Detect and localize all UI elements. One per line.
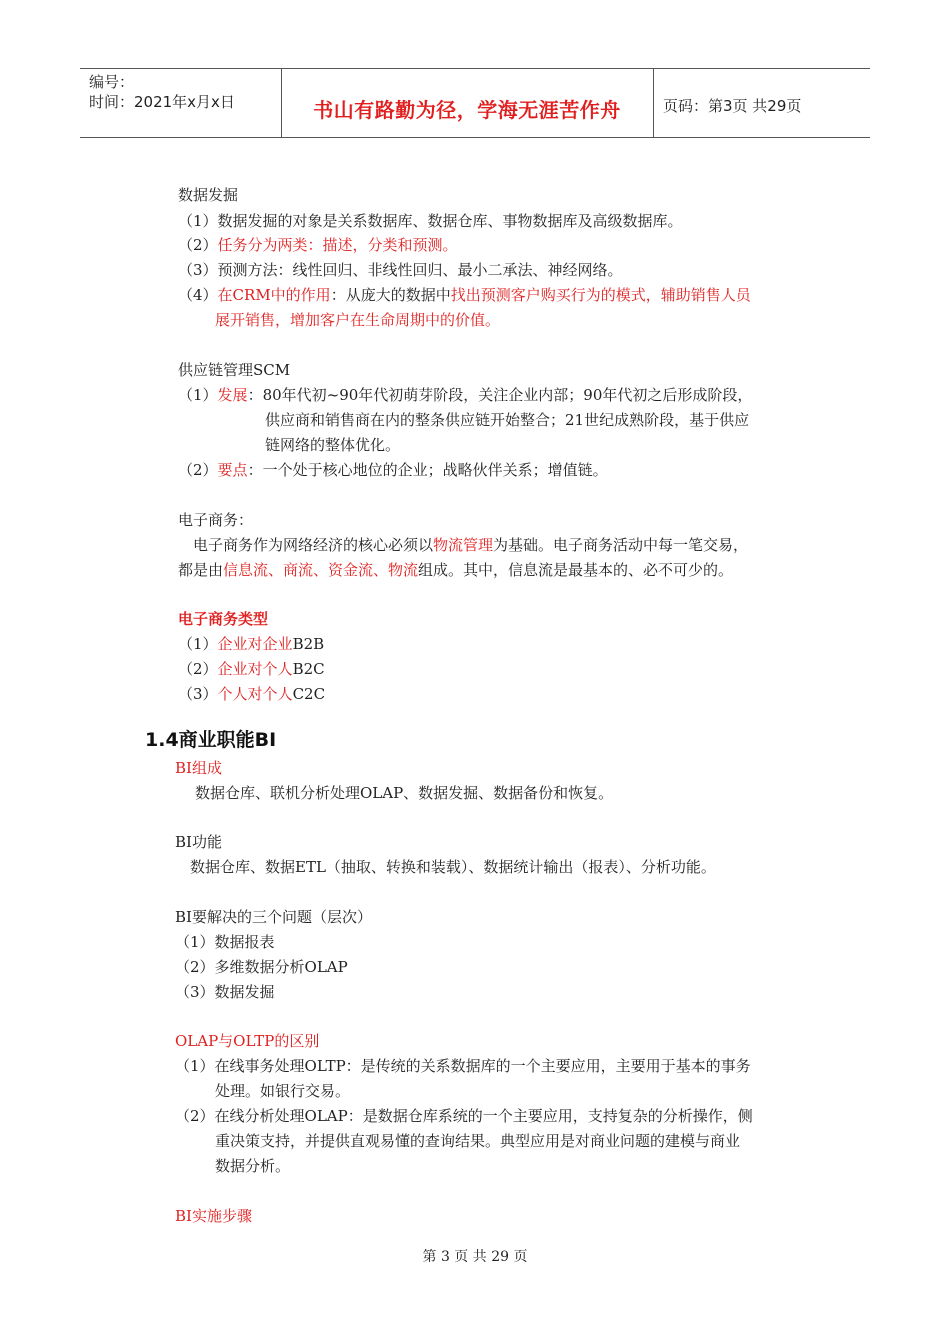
highlight-text: 发展 bbox=[217, 386, 248, 404]
bi-problem-3: （3）数据发掘 bbox=[175, 983, 275, 1001]
highlight-text: 个人对个人 bbox=[217, 685, 293, 703]
bi-problem-1: （1）数据报表 bbox=[175, 933, 275, 951]
ecommerce-paragraph-line-1 bbox=[193, 535, 748, 555]
body-text: 组成。其中，信息流是最基本的、必不可少的。 bbox=[418, 561, 734, 579]
body-text: 电子商务作为网络经济的核心必须以 bbox=[193, 536, 434, 554]
highlight-text: 任务分为两类：描述，分类和预测。 bbox=[217, 236, 458, 254]
scm-item-1-continuation-1: 供应商和销售商在内的整条供应链开始整合；21世纪成熟阶段，基于供应 bbox=[265, 411, 750, 429]
bi-function-text: 数据仓库、数据ETL（抽取、转换和装载）、数据统计输出（报表）、分析功能。 bbox=[190, 858, 716, 876]
bi-function-title: BI功能 bbox=[175, 833, 222, 851]
body-text: ：从庞大的数据中 bbox=[330, 286, 451, 304]
body-text: 为基础。电子商务活动中每一笔交易， bbox=[493, 536, 749, 554]
ecommerce-type-1 bbox=[178, 634, 324, 654]
bi-problem-2: （2）多维数据分析OLAP bbox=[175, 958, 348, 976]
body-text: ：一个处于核心地位的企业；战略伙伴关系；增值链。 bbox=[247, 461, 608, 479]
ecommerce-type-2 bbox=[178, 659, 325, 679]
bi-composition-text: 数据仓库、联机分析处理OLAP、数据发掘、数据备份和恢复。 bbox=[195, 784, 614, 802]
olap-oltp-title: OLAP与OLTP的区别 bbox=[175, 1032, 320, 1050]
ecommerce-title: 电子商务： bbox=[178, 511, 254, 529]
highlight-text: 企业对个人 bbox=[217, 660, 293, 678]
header-middle-cell bbox=[281, 69, 654, 137]
ecommerce-paragraph-line-2 bbox=[178, 560, 733, 580]
document-code-label: 编号： bbox=[89, 73, 135, 91]
data-mining-item-1: （1）数据发掘的对象是关系数据库、数据仓库、事物数据库及高级数据库。 bbox=[178, 212, 683, 230]
page-header bbox=[80, 68, 870, 138]
highlight-text: 要点 bbox=[217, 461, 248, 479]
olap-oltp-item-2: （2）在线分析处理OLAP：是数据仓库系统的一个主要应用，支持复杂的分析操作，侧 bbox=[175, 1107, 753, 1125]
bi-problems-title: BI要解决的三个问题（层次） bbox=[175, 908, 372, 926]
item-prefix: （1） bbox=[178, 635, 218, 653]
section-heading-bi: 1.4商业职能BI bbox=[145, 729, 277, 751]
highlight-text: 企业对企业 bbox=[217, 635, 293, 653]
item-prefix: （2） bbox=[178, 236, 218, 254]
ecommerce-type-3 bbox=[178, 684, 325, 704]
header-motto: 书山有路勤为径，学海无涯苦作舟 bbox=[313, 98, 621, 122]
highlight-text: 在CRM中的作用 bbox=[217, 286, 331, 304]
item-prefix: （2） bbox=[178, 660, 218, 678]
olap-oltp-item-2-continuation-2: 数据分析。 bbox=[215, 1157, 291, 1175]
data-mining-item-4 bbox=[178, 285, 751, 305]
scm-item-1-continuation-2: 链网络的整体优化。 bbox=[265, 436, 401, 454]
body-text: ：80年代初~90年代初萌芽阶段，关注企业内部；90年代初之后形成阶段， bbox=[247, 386, 753, 404]
highlight-text: 找出预测客户购买行为的模式，辅助销售人员 bbox=[450, 286, 751, 304]
body-text: 都是由 bbox=[178, 561, 224, 579]
type-code: C2C bbox=[292, 685, 326, 703]
highlight-text: 物流管理 bbox=[433, 536, 494, 554]
data-mining-title: 数据发掘 bbox=[178, 186, 239, 204]
olap-oltp-item-2-continuation-1: 重决策支持，并提供直观易懂的查询结果。典型应用是对商业问题的建模与商业 bbox=[215, 1132, 741, 1150]
type-code: B2C bbox=[292, 660, 325, 678]
bi-steps-title: BI实施步骤 bbox=[175, 1207, 252, 1225]
data-mining-item-2 bbox=[178, 235, 458, 255]
type-code: B2B bbox=[292, 635, 325, 653]
scm-item-2 bbox=[178, 460, 608, 480]
document-date-label: 时间：2021年x月x日 bbox=[89, 93, 235, 111]
item-prefix: （2） bbox=[178, 461, 218, 479]
item-prefix: （4） bbox=[178, 286, 218, 304]
bi-composition-title: BI组成 bbox=[175, 759, 222, 777]
highlight-text: 信息流、商流、资金流、物流 bbox=[223, 561, 419, 579]
item-prefix: （3） bbox=[178, 685, 218, 703]
olap-oltp-item-1-continuation: 处理。如银行交易。 bbox=[215, 1082, 351, 1100]
page-footer: 第 3 页 共 29 页 bbox=[422, 1249, 528, 1265]
scm-title: 供应链管理SCM bbox=[178, 361, 291, 379]
ecommerce-types-title: 电子商务类型 bbox=[178, 610, 269, 628]
data-mining-item-3: （3）预测方法：线性回归、非线性回归、最小二承法、神经网络。 bbox=[178, 261, 623, 279]
olap-oltp-item-1: （1）在线事务处理OLTP：是传统的关系数据库的一个主要应用，主要用于基本的事务 bbox=[175, 1057, 751, 1075]
scm-item-1 bbox=[178, 385, 752, 405]
header-left-cell bbox=[80, 69, 282, 137]
item-prefix: （1） bbox=[178, 386, 218, 404]
header-page-number: 页码：第3页 共29页 bbox=[663, 97, 802, 115]
data-mining-item-4-continuation: 展开销售，增加客户在生命周期中的价值。 bbox=[215, 311, 501, 329]
header-right-cell bbox=[653, 69, 870, 137]
